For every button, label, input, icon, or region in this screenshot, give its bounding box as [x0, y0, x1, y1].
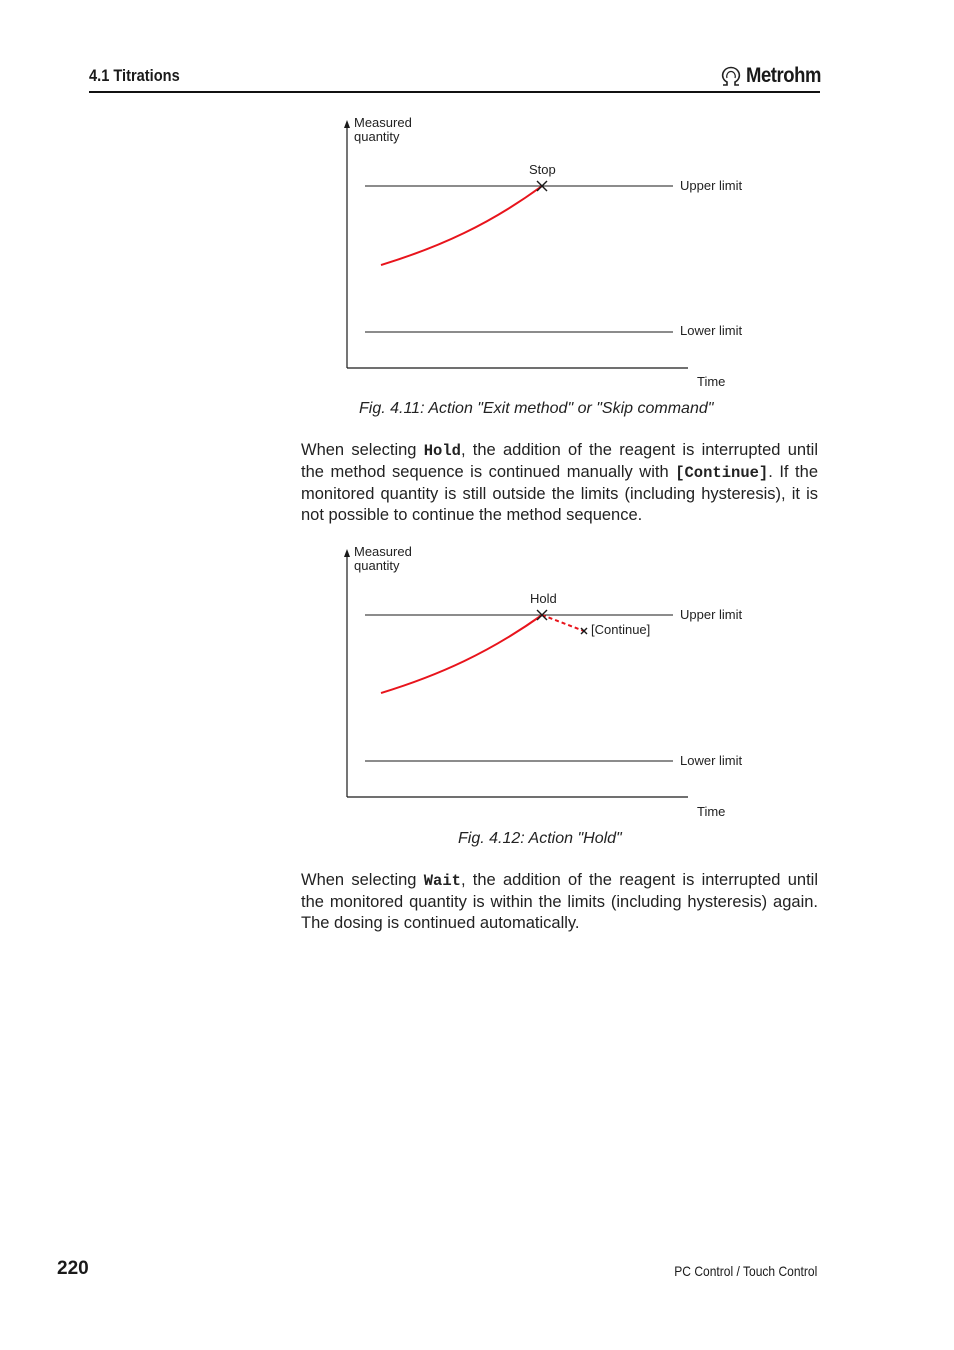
paragraph-wait-text-2: , the addition of the reagent is interrupted until the monitored quantity is within the limits (including hysteresis) again. The dosing is continued automatically. — [301, 871, 818, 932]
hold-keyword: Hold — [423, 442, 461, 460]
continue-label: [Continue] — [591, 622, 651, 637]
figure-hold — [330, 541, 770, 821]
lower-limit-label: Lower limit — [680, 753, 743, 768]
page-number: 220 — [57, 1258, 89, 1279]
paragraph-hold-text-2: , the addition of the reagent is interrupted until the method sequence is continued manually with — [301, 441, 818, 481]
paragraph-hold-text-3: . If the monitored quantity is still outside the limits (including hysteresis), it is not possible to continue the method sequence. — [301, 463, 818, 524]
figure-caption-4-12: Fig. 4.12: Action "Hold" — [458, 830, 622, 847]
lower-limit-label: Lower limit — [680, 323, 743, 338]
wait-keyword: Wait — [423, 872, 461, 890]
figure-exit-method — [330, 112, 770, 392]
figure-exit-method-diagram — [330, 112, 770, 392]
paragraph-hold-text-1: When selecting — [301, 441, 424, 459]
stop-label: Stop — [529, 162, 556, 177]
metrohm-logo — [719, 64, 831, 88]
y-axis-label-line1: Measured — [354, 544, 412, 559]
hold-dashed-continuation — [542, 615, 584, 631]
footer-product: PC Control / Touch Control — [674, 1263, 817, 1279]
logo-wordmark: Metrohm — [746, 64, 821, 87]
figure-caption-4-11: Fig. 4.11: Action "Exit method" or "Skip command" — [359, 400, 714, 417]
measured-curve — [381, 186, 542, 265]
paragraph-wait — [301, 870, 818, 934]
upper-limit-label: Upper limit — [680, 607, 743, 622]
y-axis-arrow-icon — [344, 549, 350, 557]
paragraph-hold — [301, 440, 818, 526]
y-axis-arrow-icon — [344, 120, 350, 128]
x-axis-label: Time — [697, 804, 726, 819]
y-axis-label-line2: quantity — [354, 129, 400, 144]
header-rule — [89, 91, 820, 93]
x-axis-label: Time — [697, 374, 726, 389]
paragraph-wait-text-1: When selecting — [301, 871, 424, 889]
continue-keyword: [Continue] — [675, 464, 769, 482]
upper-limit-label: Upper limit — [680, 178, 743, 193]
metrohm-omega-icon — [719, 65, 743, 87]
y-axis-label-line2: quantity — [354, 558, 400, 573]
measured-curve — [381, 615, 542, 693]
figure-hold-diagram — [330, 541, 770, 821]
y-axis-label-line1: Measured — [354, 115, 412, 130]
section-title: 4.1 Titrations — [89, 66, 180, 85]
hold-label: Hold — [530, 591, 557, 606]
